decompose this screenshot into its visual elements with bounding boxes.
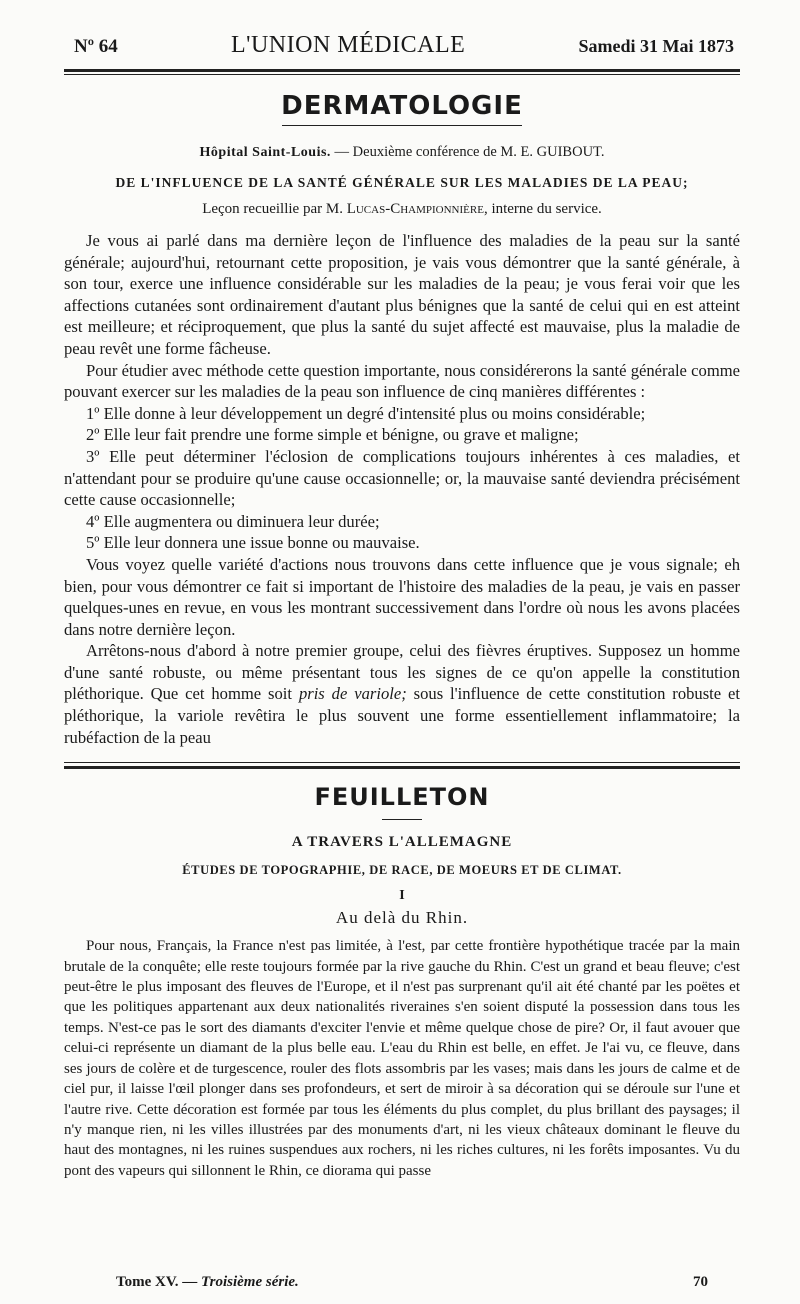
article-paragraph [64,640,740,748]
feuilleton-title-rule [382,819,422,820]
lecture-meta [64,144,740,161]
article-paragraph: Je vous ai parlé dans ma dernière leçon de l'influence des maladies de la peau sur la santé générale; aujourd'hui, retournant cette proposition, je vais vous démontrer que la santé générale, à son tour, exerce une influence considérable sur les maladies de la peau; je vous ferai voir que les affections cutanées sont ordinairement d'autant plus bénignes que la santé de celui qui en est atteint est meilleure; et réciproquement, que plus la santé du sujet affecté est mauvaise, plus la maladie de peau revêt une forme fâcheuse. [64,231,740,358]
lecture-title: DE L'INFLUENCE DE LA SANTÉ GÉNÉRALE SUR LES MALADIES DE LA PEAU; [115,175,689,190]
issue-date: Samedi 31 Mai 1873 [578,36,734,56]
feuilleton-subtitle: A TRAVERS L'ALLEMAGNE [291,834,513,851]
tome-info [116,1274,299,1291]
feuilleton-rule [64,762,740,763]
page-number: 70 [693,1274,708,1290]
chapter-number: I [399,888,405,904]
emphasis-text: pris de variole; [298,684,407,704]
list-item: 1º Elle donne à leur développement un degré d'intensité plus ou moins considérable; [86,403,646,423]
tome-number: Tome XV. — [116,1274,202,1290]
credit-suffix: , interne du service. [483,201,602,217]
paragraph-text: Arrêtons-nous d'abord à notre premier groupe, celui des fièvres éruptives. Supposez un homme d'une santé robuste, ou même présentant tous les signes de ce qu'on appelle la constitution pléthorique. Que cet homme soit [64,641,740,704]
conference-info: — Deuxième conférence de M. E. GUIBOUT. [330,144,605,160]
feuilleton-subtitle-2: ÉTUDES DE TOPOGRAPHIE, DE RACE, DE MOEURS ET DE CLIMAT. [182,863,622,878]
lecture-credit [64,201,740,218]
issue-number: Nº 64 [74,36,118,57]
list-item: 5º Elle leur donnera une issue bonne ou mauvaise. [86,533,420,553]
series-info: Troisième série. [201,1274,299,1290]
article-body [64,230,740,748]
credit-name: Lucas-Championnière [346,201,484,217]
feuilleton-paragraph: Pour nous, Français, la France n'est pas limitée, à l'est, par cette frontière hypothétique tracée par la main brutale de la conquête; elle reste toujours formée par la rive gauche du Rhin. C'est un grand et beau fleuve; c'est peut-être le plus imposant des fleuves de l'Europe, et il n'est pas surprenant qu'il ait été chanté par les poëtes et que les politiques appartenant aux deux nationalités riveraines s'en soient disputé la possession dans tous les temps. N'est-ce pas le sort des diamants d'exciter l'envie et même quelque chose de pire? Or, il faut avouer que celui-ci représente un diamant de la plus belle eau. L'eau du Rhin est belle, en effet. Je l'ai vu, ce fleuve, dans ses jours de colère et de turgescence, rouler des flots assombris par les vases; mais dans les jours de calme et de ciel pur, il laisse l'œil plonger dans ses profondeurs, et sert de miroir à sa décoration qui se déroule sur l'une et l'autre rive. Cette décoration est formée par tous les éléments du plus complet, du plus brillant des paysages; il n'y manque rien, ni les villes illustrées par des monuments d'art, ni les vieux châteaux dominant le fleuve du haut des montagnes, ni les ruines suspendues aux rochers, ni les riches cultures, ni les forêts imposantes. Vu du pont des vapeurs qui sillonnent le Rhin, ce diorama qui passe [64,938,740,1179]
article-paragraph: Pour étudier avec méthode cette question importante, nous considérerons la santé générale comme pouvant exercer sur les maladies de la peau son influence de cinq manières différentes : [64,360,740,402]
credit-prefix: Leçon recueillie par M. [202,201,347,217]
list-item: 3º Elle peut déterminer l'éclosion de complications toujours inhérentes à ces maladies, et n'attendant pour se produire qu'une cause occasionnelle; or, la mauvaise santé deviendra précisément cette cause occasionnelle; [64,446,740,510]
section-title-rule [282,125,522,126]
feuilleton-rule-thick [64,766,740,769]
journal-title: L'UNION MÉDICALE [230,32,466,58]
section-title: DERMATOLOGIE [281,91,523,121]
masthead [74,32,734,59]
hospital-name: Hôpital Saint-Louis. [199,145,331,160]
masthead-rule [64,69,740,75]
paragraph-text: sous l'influence de cette constitution robuste et pléthorique, la variole revêtira le plus souvent une forme essentiellement inflammatoire; la rubéfaction de la peau [64,684,741,747]
feuilleton-body [64,936,740,1181]
chapter-title: Au delà du Rhin. [335,908,469,928]
page-footer [116,1274,708,1291]
article-paragraph: Vous voyez quelle variété d'actions nous trouvons dans cette influence que je vous signale; eh bien, pour vous démontrer ce fait si important de l'histoire des maladies de la peau, je vais en passer quelques-unes en revue, en vous les montrant successivement dans l'ordre où nous les avons placées dans notre dernière leçon. [64,554,740,639]
list-item: 4º Elle augmentera ou diminuera leur durée; [86,511,380,531]
list-item: 2º Elle leur fait prendre une forme simple et bénigne, ou grave et maligne; [86,425,579,445]
feuilleton-title: FEUILLETON [314,783,490,812]
